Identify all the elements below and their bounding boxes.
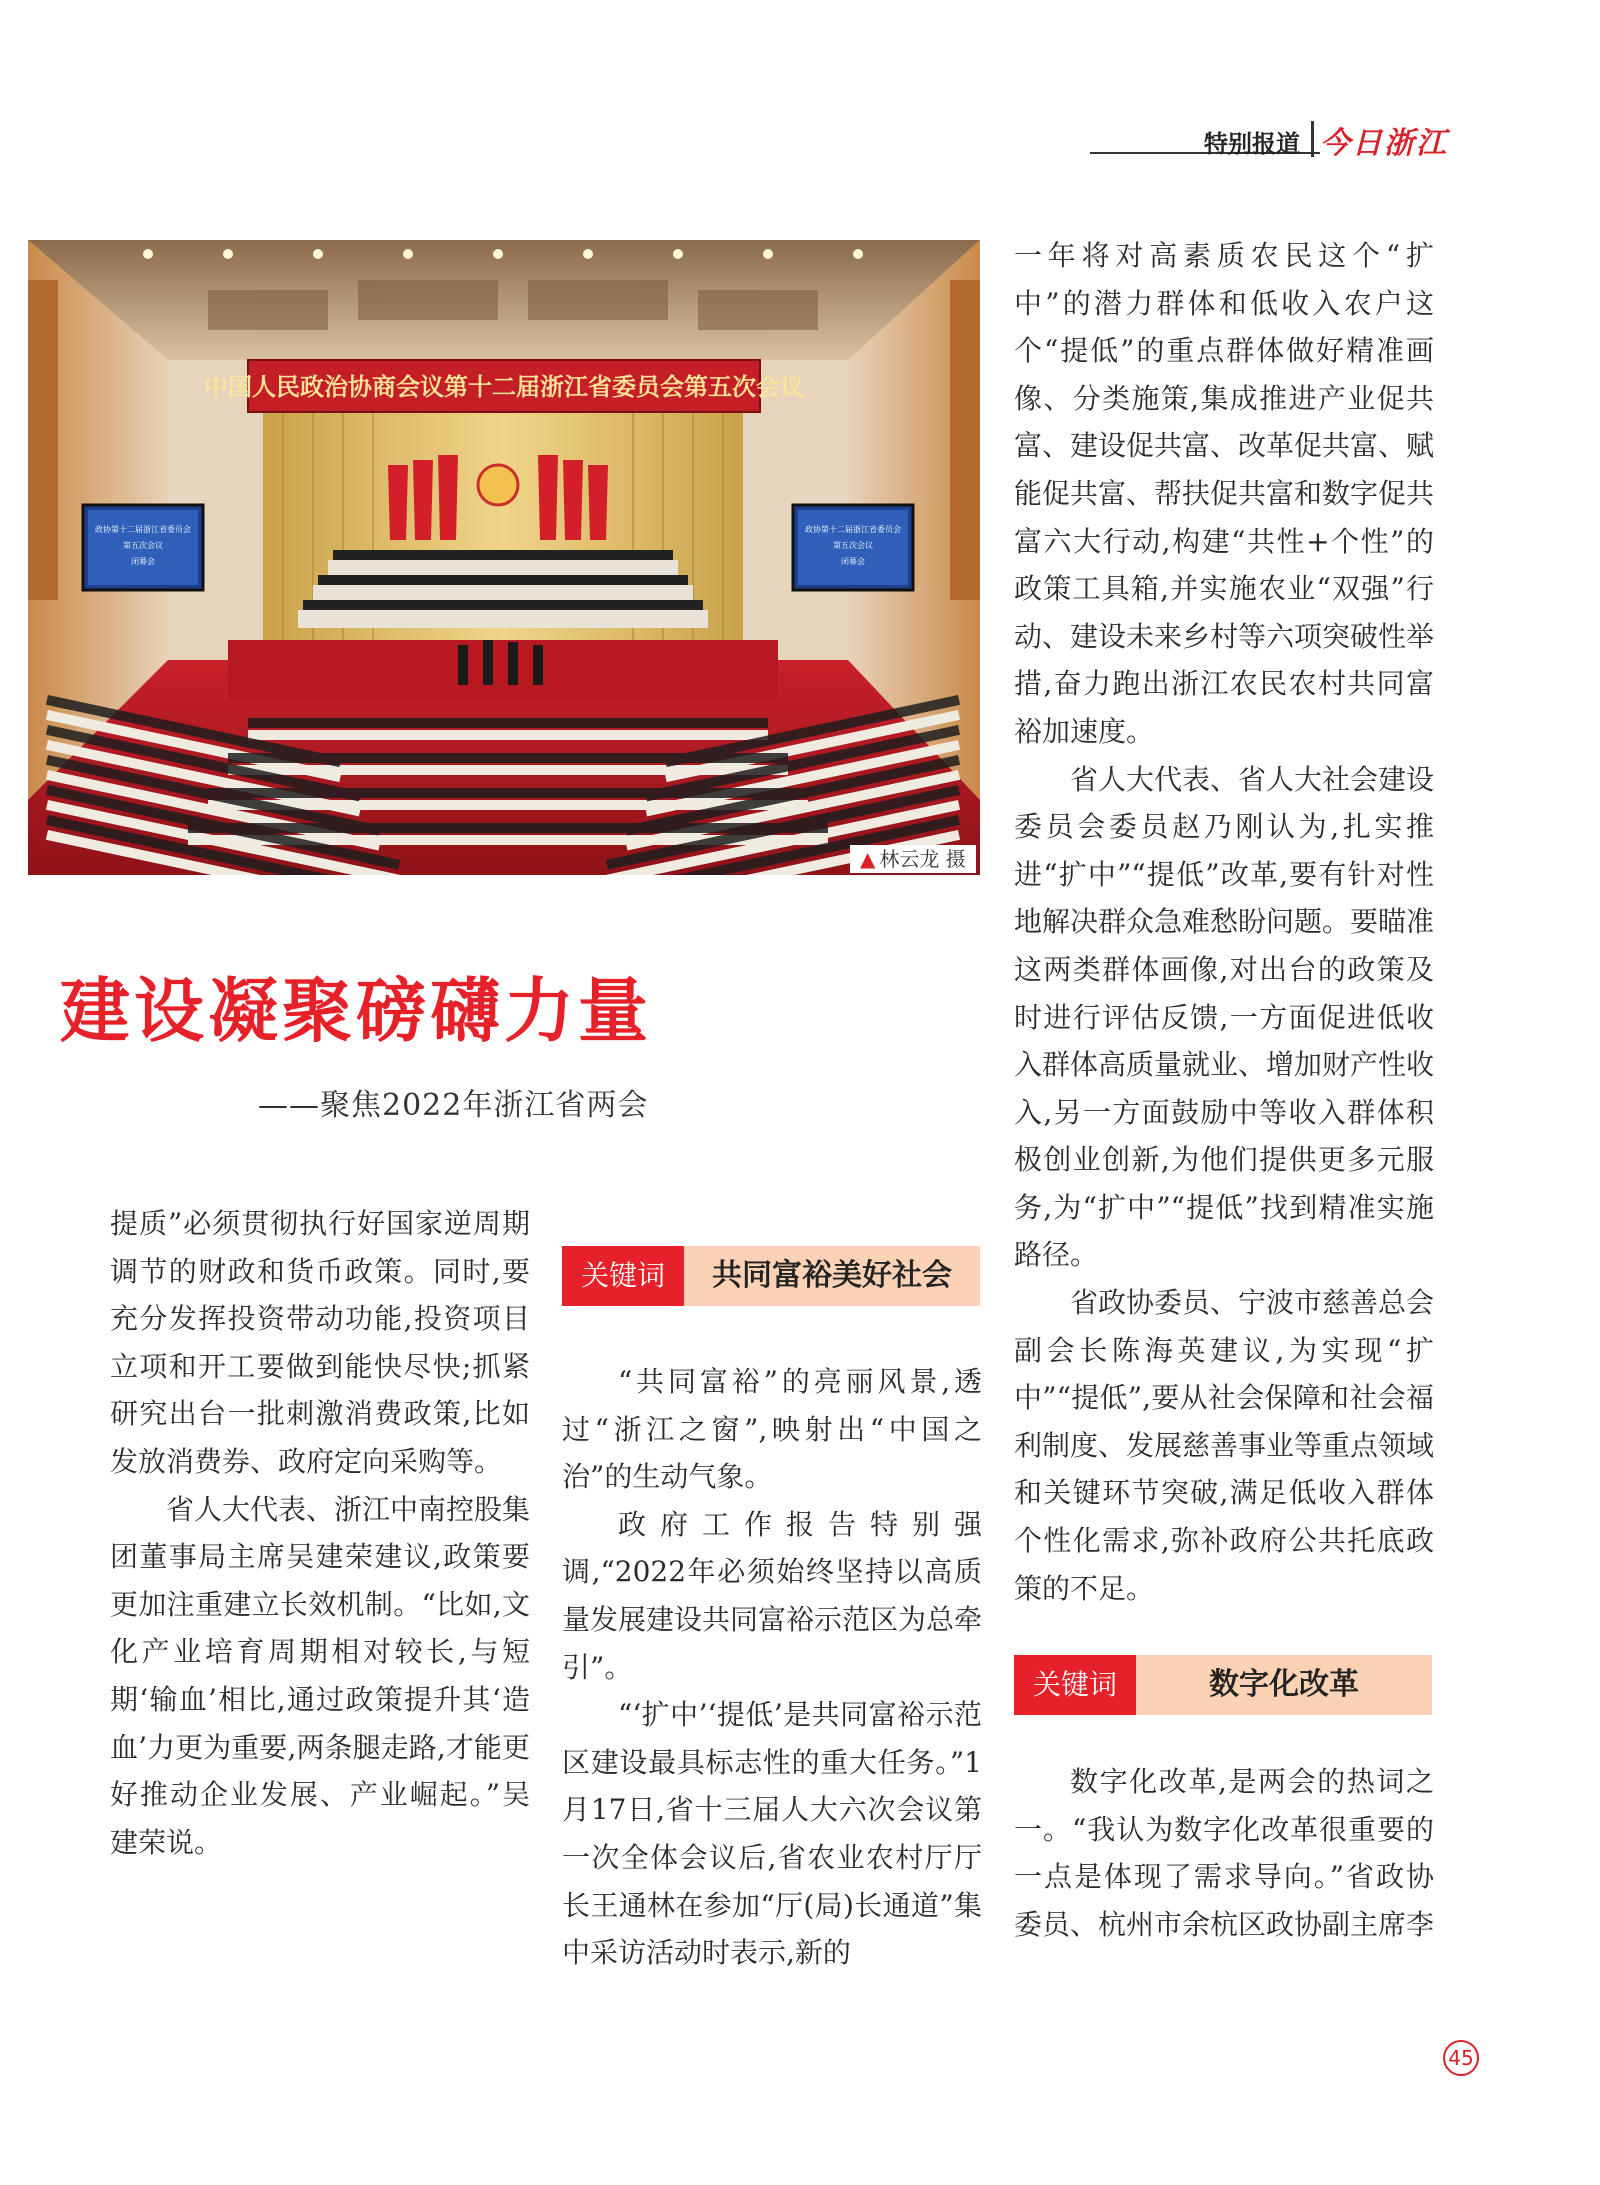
article-subtitle: ——聚焦2022年浙江省两会 <box>258 1088 649 1123</box>
article-title: 建设凝聚磅礴力量 <box>60 970 652 1052</box>
text-column-right-lower <box>1014 1758 1434 1948</box>
paragraph: 省人大代表、浙江中南控股集团董事局主席吴建荣建议,政策要更加注重建立长效机制。“比如,文化产业培育周期相对较长,与短期‘输血’相比,通过政策提升其‘造血’力更为重要,两条腿走路,才能更好推动企业发展、产业崛起。”吴建荣说。 <box>110 1492 531 1859</box>
text-column-right <box>1014 232 1434 1612</box>
conference-photo <box>28 240 980 875</box>
keyword-box-digital-reform <box>1014 1655 1432 1715</box>
paragraph: 提质”必须贯彻执行好国家逆周期调节的财政和货币政策。同时,要充分发挥投资带动功能,投资项目立项和开工要做到能快尽快;抓紧研究出台一批刺激消费政策,比如发放消费券、政府定向采购等。 <box>110 1207 530 1478</box>
right-screen-line2: 第五次会议 <box>833 541 873 550</box>
photo-credit <box>850 845 976 873</box>
text-column-left <box>110 1200 530 1866</box>
right-screen-line3: 闭幕会 <box>841 557 865 566</box>
left-screen-line1: 政协第十二届浙江省委员会 <box>95 525 191 534</box>
paragraph: “‘扩中’‘提低’是共同富裕示范区建设最具标志性的重大任务。”1月17日,省十三届人大六次会议第一次全体会议后,省农业农村厅厅长王通林在参加“厅(局)长通道”集中采访活动时表示,新的 <box>562 1698 982 1970</box>
header-divider <box>1311 121 1314 157</box>
text-column-middle <box>562 1358 982 1977</box>
triangle-icon: ▲ <box>860 847 876 871</box>
paragraph: 数字化改革,是两会的热词之一。“我认为数字化改革很重要的一点是体现了需求导向。”省政协委员、杭州市余杭区政协副主席李 <box>1014 1765 1435 1941</box>
magazine-logo: 今日浙江 <box>1320 126 1448 161</box>
paragraph: 政府工作报告特别强调,“2022年必须始终坚持以高质量发展建设共同富裕示范区为总牵引”。 <box>562 1507 983 1684</box>
left-screen-line3: 闭幕会 <box>131 557 155 566</box>
left-screen-line2: 第五次会议 <box>123 541 163 550</box>
keyword-text: 数字化改革 <box>1136 1655 1432 1715</box>
paragraph: 省人大代表、省人大社会建设委员会委员赵乃刚认为,扎实推进“扩中”“提低”改革,要有针对性地解决群众急难愁盼问题。要瞄准这两类群体画像,对出台的政策及时进行评估反馈,一方面促进低收入群体高质量就业、增加财产性收入,另一方面鼓励中等收入群体积极创业创新,为他们提供更多元服务,为“扩中”“提低”找到精准实施路径。 <box>1014 762 1435 1272</box>
page-number: 45 <box>1443 2040 1479 2076</box>
keyword-tag: 关键词 <box>562 1246 684 1306</box>
photo-credit-text: 林云龙 摄 <box>879 847 966 871</box>
paragraph: “共同富裕”的亮丽风景,透过“浙江之窗”,映射出“中国之治”的生动气象。 <box>562 1365 982 1494</box>
paragraph: 一年将对高素质农民这个“扩中”的潜力群体和低收入农户这个“提低”的重点群体做好精准画像、分类施策,集成推进产业促共富、建设促共富、改革促共富、赋能促共富、帮扶促共富和数字促共富六大行动,构建“共性+个性”的政策工具箱,并实施农业“双强”行动、建设未来乡村等六项突破性举措,奋力跑出浙江农民农村共同富裕加速度。 <box>1014 239 1435 748</box>
keyword-tag: 关键词 <box>1014 1655 1136 1715</box>
photo-banner-text: 中国人民政治协商会议第十二届浙江省委员会第五次会议 <box>204 372 804 401</box>
paragraph: 省政协委员、宁波市慈善总会副会长陈海英建议,为实现“扩中”“提低”,要从社会保障和社会福利制度、发展慈善事业等重点领域和关键环节突破,满足低收入群体个性化需求,弥补政府公共托底政策的不足。 <box>1014 1286 1435 1605</box>
keyword-text: 共同富裕美好社会 <box>684 1246 980 1306</box>
section-label: 特别报道 <box>1204 130 1300 158</box>
right-screen-line1: 政协第十二届浙江省委员会 <box>805 525 901 534</box>
keyword-box-common-prosperity <box>562 1246 980 1306</box>
